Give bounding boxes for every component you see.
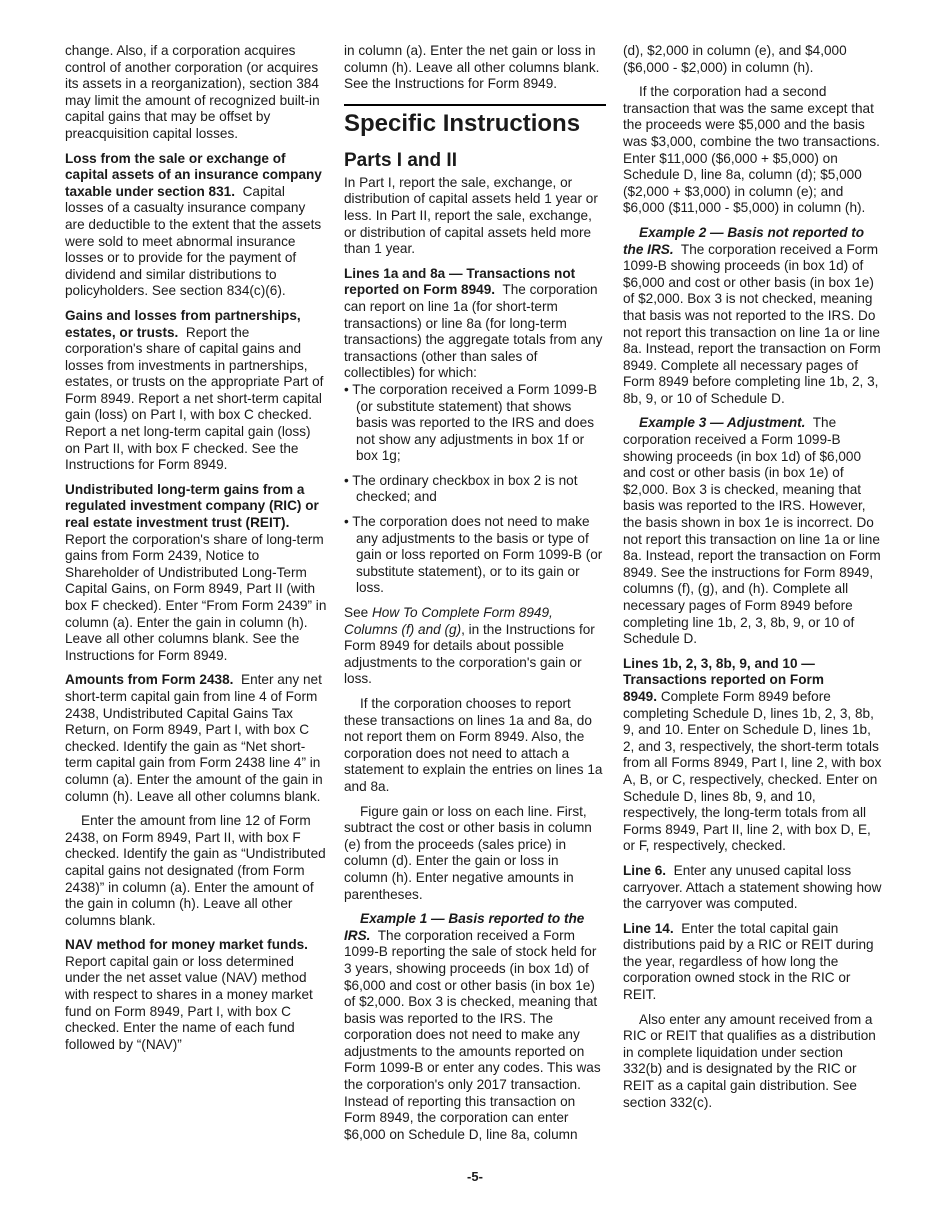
paragraph: [623, 225, 885, 408]
section-heading: Specific Instructions: [344, 109, 581, 137]
run-in-heading: Gains and losses from partnerships, estates, or trusts.: [65, 307, 301, 340]
paragraph-text: The corporation received a Form 1099-B showing proceeds (in box 1d) of $6,000 and cost or other basis (in box 1e) of $2,000. Box 3 is not checked, meaning that basis was not reported to the IRS. Do not report this transaction on line 1a or line 8a. Instead, report the transaction on Form 8949. Complete all necessary pages of Form 8949 before completing line 1b, 2, 3, 8b, 9, or 10 of Schedule D.: [623, 241, 881, 406]
paragraph: Enter the amount from line 12 of Form 2438, on Form 8949, Part II, with box F checked. Identify the gain as “Undistributed capital gains not designated (from Form 2438)” in column (a). Enter the amount of the gain in column (h). Leave all other columns blank.: [65, 813, 326, 928]
run-in-heading: Lines 1a and 8a — Transactions not reported on Form 8949.: [344, 265, 576, 298]
column-1: [65, 43, 327, 1061]
paragraph-text: See: [344, 605, 369, 621]
paragraph-text: The corporation received a Form 1099-B showing proceeds (in box 1d) of $6,000 and cost or other basis (in box 1e) of $2,000. Box 3 is checked, meaning that basis was reported to the IRS. However, the basis shown in box 1e is incorrect. Do not report this transaction on line 1a or line 8a. Instead, report the transaction on Form 8949. See the instructions for Form 8949, columns (f), (g), and (h). Complete all necessary pages of Form 8949 before completing line 1b, 2, 3, 8b, 9, or 10 of Schedule D.: [623, 415, 881, 647]
example-heading: Example 3 — Adjustment.: [639, 415, 806, 431]
paragraph: change. Also, if a corporation acquires control of another corporation (or acquires its assets in a reorganization), section 384 may limit the amount of recognized built-in capital gains that may be offset by preacquisition capital losses.: [65, 43, 320, 141]
paragraph-text: Report capital gain or loss determined under the net asset value (NAV) method with respect to shares in a money market fund on Form 8949, Part I, with box C checked. Enter the name of each fund followed by “(NAV)”: [65, 953, 313, 1052]
paragraph: [344, 605, 606, 688]
paragraph: [623, 921, 885, 1004]
paragraph: Figure gain or loss on each line. First, subtract the cost or other basis in column (e) from the proceeds (sales price) in column (d). Enter the gain or loss in column (h). Enter negative amounts in parentheses.: [344, 803, 592, 902]
paragraph: [623, 656, 885, 855]
paragraph: If the corporation chooses to report these transactions on lines 1a and 8a, do not report them on Form 8949. Also, the corporation does not need to attach a statement to explain the entries on lines 1a and 8a.: [344, 696, 603, 794]
paragraph: [344, 911, 606, 1143]
paragraph-text: Complete Form 8949 before completing Schedule D, lines 1b, 2, 3, 8b, 9, and 10. Enter on Schedule D, lines 1b, 2, and 3, respectively, the short-term totals from all Forms 8949, Part I, line 2, with box A, B, or C, respectively, checked. Enter on Schedule D, lines 8b, 9, and 10, respectively, the long-term totals from all Forms 8949, Part II, line 2, with box D, E, or F, respectively, checked.: [623, 688, 882, 854]
paragraph: If the corporation had a second transaction that was the same except that the proceeds were $5,000 and the basis was $3,000, combine the two transactions. Enter $11,000 ($6,000 + $5,000) on Schedule D, line 8a, column (d); $5,000 ($2,000 + $3,000) in column (e); and $6,000 ($11,000 - $5,000) in column (h).: [623, 84, 880, 216]
paragraph: In Part I, report the sale, exchange, or distribution of capital assets held 1 year or less. In Part II, report the sale, exchange, or distribution of capital assets held more than 1 year.: [344, 174, 598, 257]
subsection-heading: Parts I and II: [344, 149, 457, 171]
run-in-heading: Line 14.: [623, 920, 674, 936]
paragraph: [344, 266, 606, 382]
bullet-item: • The corporation received a Form 1099-B (or substitute statement) that shows basis was reported to the IRS and does not show any adjustments in box 1f or box 1g;: [344, 382, 606, 465]
paragraph-text: Enter any unused capital loss carryover. Attach a statement showing how the carryover was computed.: [623, 862, 882, 912]
example-heading: Example 1 — Basis reported to the IRS.: [344, 911, 585, 943]
bullet-item: • The ordinary checkbox in box 2 is not checked; and: [344, 473, 606, 506]
cross-reference: How To Complete Form 8949, Columns (f) and (g): [344, 605, 553, 637]
paragraph: in column (a). Enter the net gain or loss in column (h). Leave all other columns blank. See the Instructions for Form 8949.: [344, 43, 600, 92]
paragraph: [65, 308, 327, 474]
run-in-heading: Loss from the sale or exchange of capital assets of an insurance company taxable under section 831.: [65, 150, 322, 199]
run-in-heading: Amounts from Form 2438.: [65, 672, 234, 688]
paragraph: [623, 415, 885, 647]
paragraph-text: The corporation can report on line 1a (for short-term transactions) or line 8a (for long-term transactions) the aggregate totals from any transactions (other than sales of collectibles) for which:: [344, 282, 603, 381]
paragraph: [65, 482, 327, 665]
paragraph: Also enter any amount received from a RIC or REIT that qualifies as a distribution in complete liquidation under section 332(b) and is designated by the RIC or REIT as a capital gain distribution. See section 332(c).: [623, 1011, 876, 1110]
paragraph: (d), $2,000 in column (e), and $4,000 ($6,000 - $2,000) in column (h).: [623, 43, 847, 75]
paragraph-text: Report the corporation's share of long-term gains from Form 2439, Notice to Shareholder of Undistributed Long-Term Capital Gains, on Form 8949, Part II (with box F checked). Enter “From Form 2439” in column (a). Enter the gain in column (h). Leave all other columns blank. See the Instructions for Form 8949.: [65, 531, 327, 663]
run-in-heading: Line 6.: [623, 862, 667, 878]
paragraph: [65, 937, 327, 1053]
paragraph-text: , in the Instructions for Form 8949 for details about possible adjustments to the corporation's gain or loss.: [344, 621, 595, 687]
run-in-heading: Lines 1b, 2, 3, 8b, 9, and 10 — Transactions reported on Form 8949.: [623, 655, 824, 704]
bullet-item: • The corporation does not need to make any adjustments to the basis or type of gain or loss reported on Form 1099-B (or substitute statement), or to its gain or loss.: [344, 514, 606, 597]
paragraph-text: Report the corporation's share of capital gains and losses from investments in partnerships, estates, or trusts on the appropriate Part of Form 8949. Report a net short-term capital gain (loss) on Part I, with box C checked. Report a net long-term capital gain (loss) on Part II, with box F checked. See the Instructions for Form 8949.: [65, 324, 324, 473]
page-number: -5-: [467, 1169, 483, 1184]
run-in-heading: Undistributed long-term gains from a regulated investment company (RIC) or real estate investment trust (REIT).: [65, 481, 319, 531]
column-2: [344, 43, 606, 1151]
column-3: [623, 43, 885, 1119]
paragraph-text: Capital losses of a casualty insurance company are deductible to the extent that the assets were sold to meet abnormal insurance losses or to provide for the payment of dividend and similar distributions to policyholders. See section 834(c)(6).: [65, 183, 322, 299]
paragraph: [623, 863, 885, 913]
section-rule: [344, 104, 606, 106]
paragraph-text: Enter the total capital gain distributions paid by a RIC or REIT during the year, regardless of how long the corporation owned stock in the RIC or REIT.: [623, 920, 874, 1003]
paragraph-text: Enter any net short-term capital gain from line 4 of Form 2438, Undistributed Capital Gains Tax Return, on Form 8949, Part I, with box C checked. Identify the gain as “Net short-term capital gain from Form 2438 line 4” in column (a). Enter the amount of the gain in column (h). Leave all other columns blank.: [65, 672, 323, 804]
paragraph-text: The corporation received a Form 1099-B reporting the sale of stock held for 3 years, showing proceeds (in box 1d) of $6,000 and cost or other basis (in box 1e) of $2,000. Box 3 is checked, meaning that basis was reported to the IRS. The corporation does not need to make any adjustments to the amounts reported on Form 1099-B or enter any codes. This was the corporation's only 2017 transaction. Instead of reporting this transaction on Form 8949, the corporation can enter $6,000 on Schedule D, line 8a, column: [344, 927, 601, 1142]
paragraph: [65, 672, 327, 805]
run-in-heading: NAV method for money market funds.: [65, 937, 308, 953]
example-heading: Example 2 — Basis not reported to the IRS.: [623, 224, 865, 257]
paragraph: [65, 151, 327, 300]
